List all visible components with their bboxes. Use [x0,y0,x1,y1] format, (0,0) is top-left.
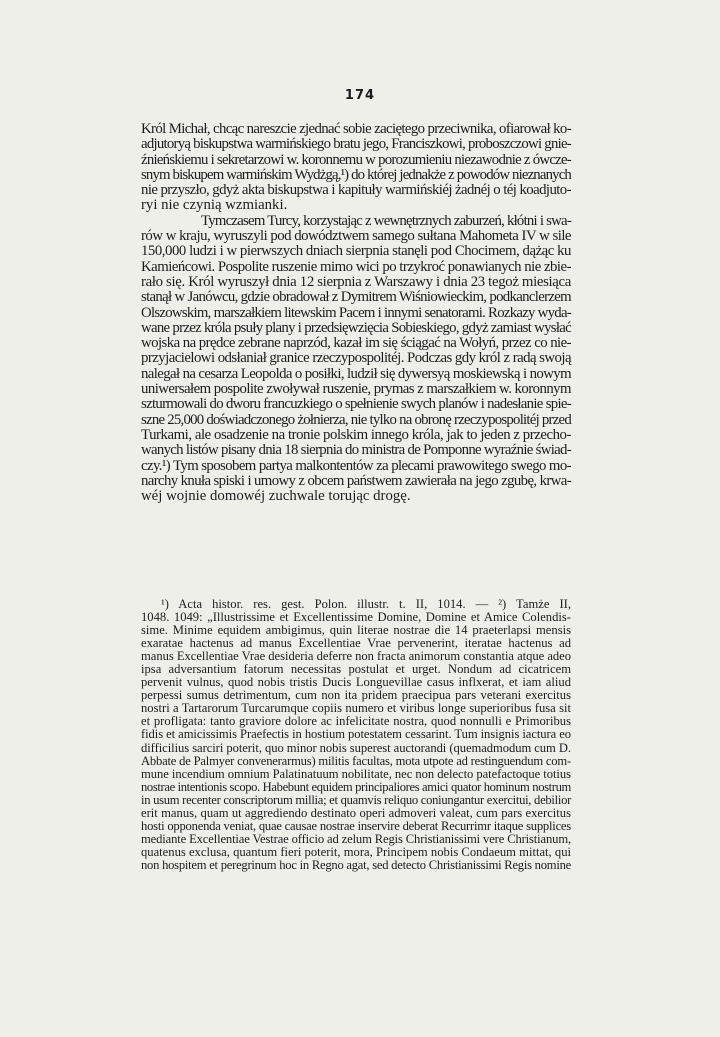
text-line: stanął w Janówcu, gdzie obradował z Dymitrem Wiśniowieckim, podkanclerzem [141,289,571,306]
text-line: wane przez króla psuły plany i przedsięwzięcia Sobieskiego, gdyż zamiast wysłać [141,319,571,336]
text-line: Olszowskim, marszałkiem litewskim Pacem i innymi senatorami. Rozkazy wyda- [141,304,572,321]
text-line: wéj wojnie domowéj zuchwale torując drogę. [141,488,411,505]
text-line: Kamieńcowi. Pospolite ruszenie mimo wici po trzykroć ponawianych nie zbie- [141,258,571,275]
text-line: Król Michał, chcąc nareszcie zjednać sobie zaciętego przeciwnika, ofiarował ko- [141,121,571,137]
text-line: rało się. Król wyruszył dnia 12 sierpnia z Warszawy i dnia 23 tegoż miesiąca [141,273,571,290]
footnote-line: sime. Minime equidem ambigimus, quin literae nostrae die 14 praeterlapsi mensis [141,623,571,638]
footnote-line: quatenus exclusa, quantum fieri poterit, mora, Principem nobis Condaeum mittat, qui [141,844,571,859]
footnote-line: mune incendium omnium Palatinatuum nobilitate, nec non delecto patefactoque totius [141,766,571,781]
footnote-line: 1048. 1049: „Illustrissime et Excellentissime Domine, Domine et Amice Colendis- [141,610,571,625]
footnote-line: pervenit vulnus, quod nobis tristis Ducis Longuevillae casus inflxerat, et iam aliud [141,675,571,690]
text-line: Turkami, ale osadzenie na tronie polskim innego króla, jak to jeden z przecho- [141,426,571,443]
text-line: wanych listów pisany dnia 18 sierpnia do ministra de Pomponne wyraźnie świad- [141,442,571,459]
text-line: 150,000 ludzi i w pierwszych dniach sierpnia stanęli pod Chocimem, dążąc ku [141,243,571,260]
footnote-line: ipsa adversantium fatorum necessitas postulat et urget. Nondum ad cicatricem [141,662,571,677]
text-line: źnieńskiemu i sekretarzowi w. koronnemu w porozumieniu niezawodnie z ówcze- [141,151,571,168]
footnote-line: non hospitem et peregrinum hoc in Regno agat, sed detecto Christianissimi Regis nomine [141,857,571,872]
footnote-line: perpessi sumus detrimentum, cum non ita pridem praecipua pars veterani exercitus [141,688,571,703]
text-line: ryi nie czynią wzmianki. [141,197,288,214]
footnote-line: manus Excellentiae Vrae desideria deferre non fracta animorum constantia atque adeo [141,649,571,664]
footnote-line: fidis et amicissimis Praefectis in hostium potestatem cessarint. Tum insignis iactura eo [141,727,571,742]
text-line: szturmowali do dworu francuzkiego o spełnienie swych planów i nadesłanie spie- [141,396,571,413]
text-line: narchy knuła spiski i umowy z obcem państwem zawierała na jego zgubę, krwa- [141,472,571,489]
text-line: wojska na prędce zebrane naprzód, kazał im się ściągać na Wołyń, przez co nie- [141,335,571,352]
footnote-line: nostri a Tartarorum Turcarumque copiis numero et viribus longe superioribus fusa sit [141,701,571,716]
footnote-line: hosti opponenda veniat, quae causae nostrae inservire deberat Recurrimr itaque supplices [141,818,571,833]
footnote-line: mediante Excellentiae Vestrae officio ad zelum Regis Christianissimi vere Christianum, [141,831,571,846]
text-line: nie przyszło, gdyż akta biskupstwa i kapituły warmińskiéj żadnéj o téj koadjuto- [141,182,571,199]
footnote-line: ¹) Acta histor. res. gest. Polon. illustr. t. II, 1014. — ²) Tamże II, [161,597,571,611]
footnote-line: Abbate de Palmyer convenerarmus) militis facultas, mota utpote ad restinguendum com- [141,753,571,768]
text-line: czy.¹) Tym sposobem partya malkontentów za plecami prawowitego swego mo- [141,457,572,474]
footnote-line: difficilius sarciri poterit, quo minor nobis superest auctorandi (quemadmodum cum D. [141,740,572,755]
footnote-line: exaratae hactenus ad manus Excellentiae Vrae pervenerint, iteratae hactenus ad [141,636,571,651]
text-line: uniwersałem pospolite zwoływał ruszenie, prymas z marszałkiem w. koronnym [141,381,571,398]
page-number: 174 [344,88,376,103]
text-line: szne 25,000 doświadczonego żołnierza, nie tylko na obronę rzeczypospolitéj przed [141,411,571,428]
footnote-line: in usum recenter conscriptorum millia; et quamvis reliquo coniungantur exercitui, debilior [141,792,571,807]
text-line: nalegał na cesarza Leopolda o posiłki, ludził się dywersyą moskiewską i nowym [141,365,571,382]
footnote-line: nostrae intentionis scopo. Habebunt equidem principaliores amici quator hominum nostrum [141,779,571,794]
main-text [141,122,571,504]
footnote-line: erit manus, quam ut aggrediendo destinato operi admoveri valeat, cum pars exercitus [141,805,571,820]
text-line: przyjacielowi odsłaniał granice rzeczypospolitéj. Podczas gdy król z radą swoją [141,350,571,367]
text-line: adjutoryą biskupstwa warmińskiego bratu jego, Franciszkowi, proboszczowi gnie- [141,136,571,153]
text-line: Tymczasem Turcy, korzystając z wewnętrznych zaburzeń, kłótni i swa- [201,212,571,229]
footnote-line: et profligata: tanto graviore dolore ac infelicitate nostra, quod nonnulli e Primoribus [141,714,571,729]
footnotes [141,598,571,872]
text-line: snym biskupem warmińskim Wydżgą,¹) do której jednakże z powodów nieznanych [141,166,571,183]
text-line: rów w kraju, wyruszyli pod dowództwem samego sułtana Mahometa IV w sile [141,228,571,245]
